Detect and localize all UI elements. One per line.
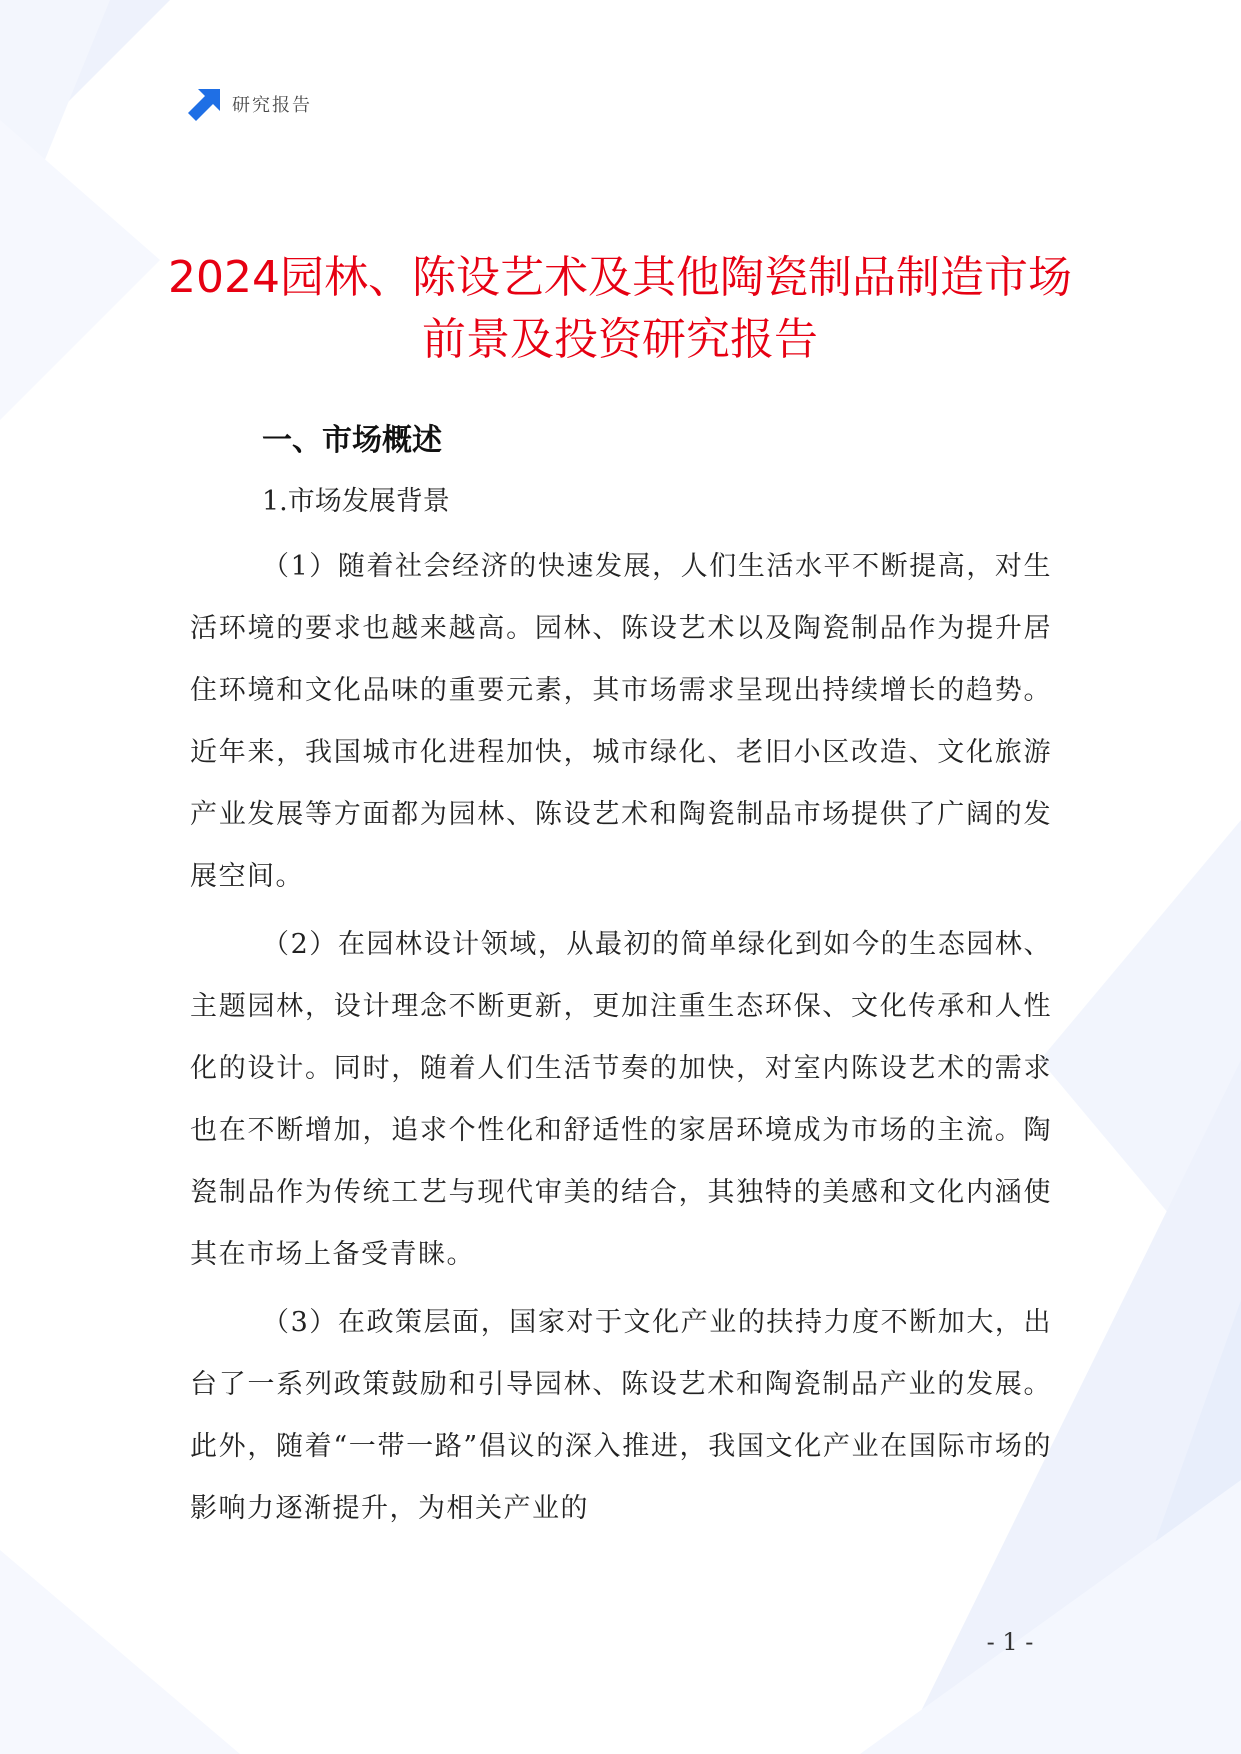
section-heading: 一、市场概述 bbox=[262, 423, 442, 458]
sub-heading: 1.市场发展背景 bbox=[262, 486, 450, 517]
arrow-up-right-icon bbox=[188, 87, 222, 121]
page-number: - 1 - bbox=[986, 1628, 1034, 1656]
report-header bbox=[188, 86, 312, 122]
paragraph-2: （2）在园林设计领域，从最初的简单绿化到如今的生态园林、主题园林，设计理念不断更新，更加注重生态环保、文化传承和人性化的设计。同时，随着人们生活节奏的加快，对室内陈设艺术的需求也在不断增加，追求个性化和舒适性的家居环境成为市场的主流。陶瓷制品作为传统工艺与现代审美的结合，其独特的美感和文化内涵使其在市场上备受青睐。 bbox=[190, 929, 1052, 1270]
report-title: 2024园林、陈设艺术及其他陶瓷制品制造市场前景及投资研究报告 bbox=[168, 252, 1072, 366]
paragraph-1: （1）随着社会经济的快速发展，人们生活水平不断提高，对生活环境的要求也越来越高。园林、陈设艺术以及陶瓷制品作为提升居住环境和文化品味的重要元素，其市场需求呈现出持续增长的趋势。近年来，我国城市化进程加快，城市绿化、老旧小区改造、文化旅游产业发展等方面都为园林、陈设艺术和陶瓷制品市场提供了广阔的发展空间。 bbox=[190, 551, 1052, 892]
report-body bbox=[190, 416, 1052, 1546]
paragraph-3: （3）在政策层面，国家对于文化产业的扶持力度不断加大，出台了一系列政策鼓励和引导园林、陈设艺术和陶瓷制品产业的发展。此外，随着“一带一路”倡议的深入推进，我国文化产业在国际市场的影响力逐渐提升，为相关产业的 bbox=[190, 1307, 1052, 1524]
header-label: 研究报告 bbox=[232, 95, 312, 116]
